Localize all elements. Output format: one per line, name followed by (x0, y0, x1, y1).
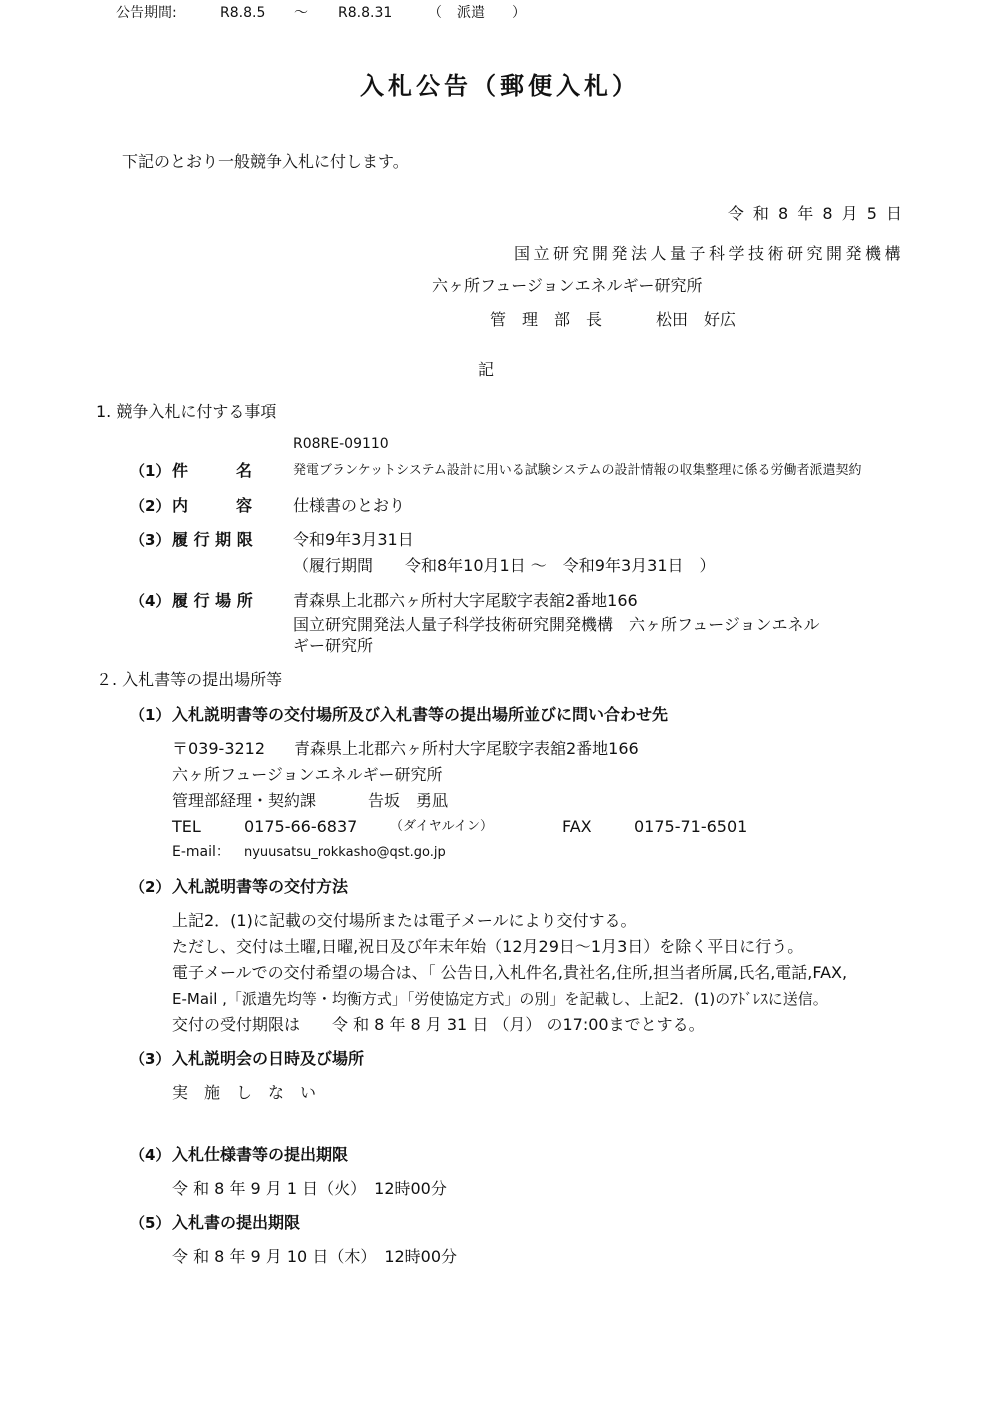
item4-address: 青森県上北郡六ヶ所村大字尾駮字表舘2番地166 (293, 591, 638, 610)
item2-value: 仕様書のとおり (293, 496, 406, 515)
notice-date: 令 和 8 年 8 月 5 日 (727, 204, 904, 223)
issuer-org: 国立研究開発法人量子科学技術研究開発機構 (513, 244, 904, 263)
item2-num: （2） (130, 497, 171, 515)
section2-heading: ２. 入札書等の提出場所等 (96, 670, 283, 689)
delivery-line-3: 電子メールでの交付希望の場合は、「 公告日,入札件名,貴社名,住所,担当者所属,氏名,電話,FAX, (172, 963, 848, 982)
tel-note: （ダイヤルイン） (390, 819, 493, 834)
email-address[interactable]: nyuusatsu_rokkasho@qst.go.jp (244, 845, 446, 860)
fax-number: 0175-71-6501 (634, 817, 748, 836)
delivery-line-2: ただし、交付は土曜,日曜,祝日及び年末年始（12月29日～1月3日）を除く平日に行う。 (172, 937, 804, 956)
sub2-title: 入札説明書等の交付方法 (172, 877, 349, 896)
sub3-title: 入札説明会の日時及び場所 (172, 1049, 365, 1068)
delivery-line-1: 上記2．(1)に記載の交付場所または電子メールにより交付する。 (172, 911, 637, 930)
sub1-num: （1） (130, 706, 171, 724)
item3-period: （履行期間 令和8年10月1日 ～ 令和9年3月31日 ） (293, 556, 716, 575)
item3-value: 令和9年3月31日 (293, 530, 414, 549)
issuer-institute: 六ヶ所フュージョンエネルギー研究所 (432, 276, 703, 295)
type-close: ） (512, 5, 526, 21)
item3-num: （3） (130, 531, 171, 549)
page-title: 入札公告（郵便入札） (360, 72, 640, 100)
bid-deadline: 令 和 8 年 9 月 10 日（木） 12時00分 (172, 1247, 458, 1266)
section1-heading: 1. 競争入札に付する事項 (96, 402, 277, 421)
intro-text: 下記のとおり一般競争入札に付します。 (122, 152, 409, 171)
period-tilde: ～ (294, 5, 308, 21)
period-start: R8.8.5 (220, 5, 266, 21)
ki-mark: 記 (478, 360, 495, 379)
sub5-num: （5） (130, 1214, 171, 1232)
contact-address: 青森県上北郡六ヶ所村大字尾駮字表舘2番地166 (294, 739, 639, 758)
item2-label: 内 容 (172, 496, 253, 515)
case-code: R08RE-09110 (293, 436, 389, 452)
contract-type: 派遣 (457, 5, 485, 21)
sub4-num: （4） (130, 1146, 171, 1164)
item4-org-cont: ギー研究所 (293, 636, 374, 655)
item4-org: 国立研究開発法人量子科学技術研究開発機構 六ヶ所フュージョンエネル (293, 615, 820, 634)
contact-dept: 管理部経理・契約課 (172, 791, 317, 810)
item1-value: 発電ブランケットシステム設計に用いる試験システムの設計情報の収集整理に係る労働者派遣契約 (293, 463, 862, 478)
contact-institute: 六ヶ所フュージョンエネルギー研究所 (172, 765, 443, 784)
item3-label: 履 行 期 限 (172, 530, 253, 549)
item4-label: 履 行 場 所 (172, 591, 253, 610)
type-open: （ (428, 5, 442, 21)
sub3-num: （3） (130, 1050, 171, 1068)
contact-postal: 〒039-3212 (172, 739, 266, 758)
period-label: 公告期間: (116, 5, 177, 21)
period-end: R8.8.31 (338, 5, 393, 21)
fax-label: FAX (562, 817, 592, 836)
delivery-line-5: 交付の受付期限は 令 和 8 年 8 月 31 日 （月） の17:00までとする。 (172, 1015, 705, 1034)
email-label: E-mail： (172, 844, 230, 860)
tel-number: 0175-66-6837 (244, 817, 358, 836)
spec-deadline: 令 和 8 年 9 月 1 日（火） 12時00分 (172, 1179, 447, 1198)
delivery-line-4: E-Mail ,「派遣先均等・均衡方式」「労使協定方式」の別」を記載し、上記2．(1)のｱﾄﾞﾚｽに送信。 (172, 990, 828, 1008)
sub5-title: 入札書の提出期限 (172, 1213, 301, 1232)
issuer-name: 松田 好広 (656, 310, 737, 329)
item1-label: 件 名 (172, 461, 253, 480)
issuer-position: 管 理 部 長 (490, 310, 603, 329)
item1-num: （1） (130, 462, 171, 480)
sub2-num: （2） (130, 878, 171, 896)
sub4-title: 入札仕様書等の提出期限 (172, 1145, 349, 1164)
briefing-value: 実 施 し な い (172, 1083, 317, 1102)
tel-label: TEL (172, 817, 201, 836)
contact-person: 告坂 勇凪 (368, 791, 449, 810)
item4-num: （4） (130, 592, 171, 610)
sub1-title: 入札説明書等の交付場所及び入札書等の提出場所並びに問い合わせ先 (172, 705, 669, 724)
